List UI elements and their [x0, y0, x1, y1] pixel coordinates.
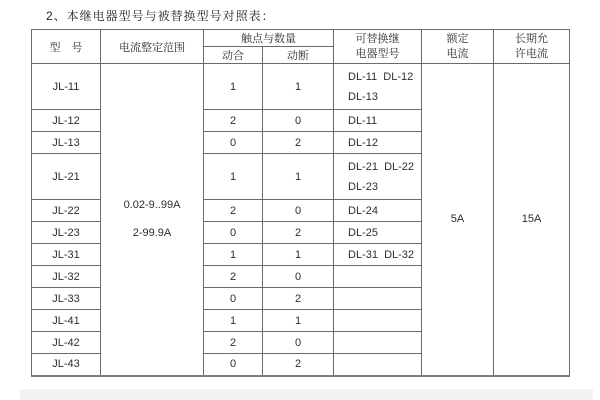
cell-replaceable-models [334, 222, 422, 244]
cell-normally-closed-count: 2 [263, 222, 334, 244]
cell-replaceable-models [334, 310, 422, 332]
replaceable-models-line1: DL-24 [348, 204, 378, 217]
cell-model: JL-22 [32, 200, 101, 222]
header-rated-line1: 额定 [446, 32, 469, 45]
table-row [32, 64, 570, 110]
header-current-range: 电流整定范围 [101, 30, 204, 64]
header-model: 型 号 [32, 30, 101, 64]
cell-normally-closed-count: 2 [263, 288, 334, 310]
cell-replaceable-models [334, 288, 422, 310]
cell-normally-open-count: 1 [204, 154, 263, 200]
cell-longterm-current: 15A [494, 64, 570, 376]
replaceable-models-line1: DL-11 DL-12 [348, 70, 414, 83]
cell-normally-closed-count: 0 [263, 266, 334, 288]
header-longterm-current [494, 30, 570, 64]
header-longterm-line1: 长期允 [515, 32, 548, 45]
header-replaceable-line1: 可替换继 [355, 32, 400, 45]
cell-normally-closed-count: 2 [263, 132, 334, 154]
cell-model: JL-33 [32, 288, 101, 310]
cell-normally-open-count: 1 [204, 310, 263, 332]
cell-model: JL-43 [32, 354, 101, 376]
replaceable-models-line1: DL-31 DL-32 [348, 248, 415, 261]
cell-normally-closed-count: 1 [263, 154, 334, 200]
header-replaceable-line2: 电器型号 [355, 47, 400, 60]
cell-normally-closed-count: 1 [263, 64, 334, 110]
cell-replaceable-models [334, 200, 422, 222]
cell-normally-open-count: 0 [204, 132, 263, 154]
cell-model: JL-31 [32, 244, 101, 266]
cell-model: JL-12 [32, 110, 101, 132]
cell-replaceable-models [334, 154, 422, 200]
cell-model: JL-42 [32, 332, 101, 354]
replaceable-models-line1: DL-12 [348, 136, 378, 149]
page-title: 2、本继电器型号与被替换型号对照表： [46, 9, 275, 23]
header-contacts-group: 触点与数量 [204, 30, 334, 47]
cell-normally-closed-count: 0 [263, 332, 334, 354]
header-normally-closed: 动断 [263, 47, 334, 64]
cell-rated-current: 5A [422, 64, 494, 376]
cell-normally-open-count: 0 [204, 288, 263, 310]
cell-model: JL-23 [32, 222, 101, 244]
cell-normally-closed-count: 2 [263, 354, 334, 376]
cell-replaceable-models [334, 244, 422, 266]
replaceable-models-line1: DL-11 [348, 114, 378, 127]
replaceable-models-line2: DL-13 [348, 90, 378, 103]
cell-normally-open-count: 1 [204, 64, 263, 110]
cell-model: JL-32 [32, 266, 101, 288]
cell-normally-closed-count: 1 [263, 244, 334, 266]
relay-comparison-table [31, 29, 570, 377]
cell-current-range [101, 64, 204, 376]
cell-normally-closed-count: 0 [263, 200, 334, 222]
cell-normally-closed-count: 1 [263, 310, 334, 332]
cell-normally-open-count: 2 [204, 110, 263, 132]
current-range-line2: 2-99.9A [132, 227, 172, 240]
header-replaceable-models [334, 30, 422, 64]
cell-replaceable-models [334, 110, 422, 132]
current-range-line1: 0.02-9..99A [123, 199, 181, 212]
cell-normally-open-count: 0 [204, 354, 263, 376]
cell-normally-open-count: 2 [204, 266, 263, 288]
cell-normally-open-count: 1 [204, 244, 263, 266]
cell-replaceable-models [334, 332, 422, 354]
header-longterm-line2: 许电流 [515, 47, 548, 60]
cell-model: JL-21 [32, 154, 101, 200]
cell-normally-closed-count: 0 [263, 110, 334, 132]
replaceable-models-line2: DL-23 [348, 180, 378, 193]
cell-normally-open-count: 2 [204, 200, 263, 222]
cell-replaceable-models [334, 354, 422, 376]
cell-model: JL-41 [32, 310, 101, 332]
cell-normally-open-count: 2 [204, 332, 263, 354]
replaceable-models-line1: DL-25 [348, 226, 378, 239]
cell-replaceable-models [334, 132, 422, 154]
cell-replaceable-models [334, 64, 422, 110]
cell-model: JL-13 [32, 132, 101, 154]
header-rated-current [422, 30, 494, 64]
cell-model: JL-11 [32, 64, 101, 110]
header-rated-line2: 电流 [446, 47, 469, 60]
header-normally-open: 动合 [204, 47, 263, 64]
replaceable-models-line1: DL-21 DL-22 [348, 160, 415, 173]
page-edge-shadow [20, 389, 593, 400]
cell-normally-open-count: 0 [204, 222, 263, 244]
cell-replaceable-models [334, 266, 422, 288]
